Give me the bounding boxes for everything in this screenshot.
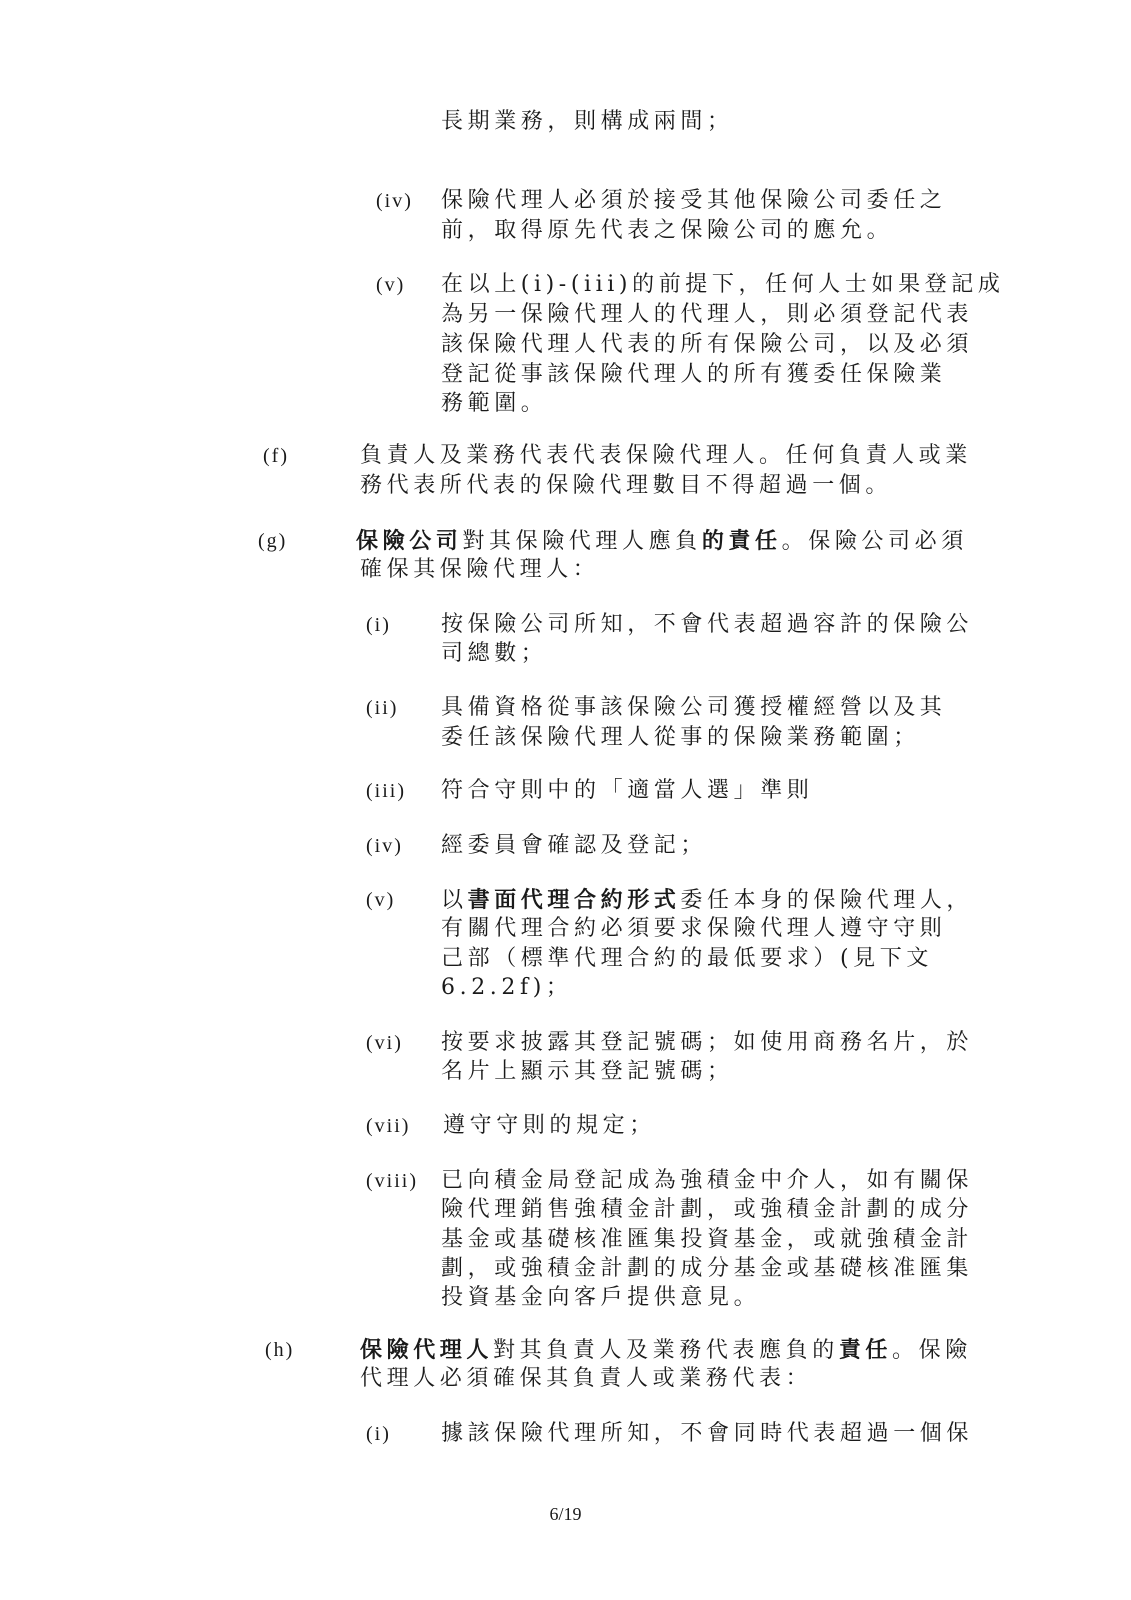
item-label: (v) (366, 889, 396, 911)
text-line: 登記從事該保險代理人的所有獲委任保險業 (441, 362, 947, 387)
text-span: 。保險 (892, 1338, 972, 1363)
text-line: 具備資格從事該保險公司獲授權經營以及其 (441, 695, 947, 720)
bold-term: 的責任 (701, 528, 782, 554)
text-line: 委任該保險代理人從事的保險業務範圍； (441, 725, 920, 750)
text-line: 遵守守則的規定； (443, 1113, 656, 1138)
section-label: (g) (258, 530, 288, 552)
text-line: 按要求披露其登記號碼；如使用商務名片，於 (441, 1030, 974, 1055)
text-line: 務範圍。 (441, 391, 548, 416)
bold-term: 保險公司 (356, 528, 463, 554)
text-line: 據該保險代理所知，不會同時代表超過一個保 (441, 1421, 974, 1446)
text-line: 務代表所代表的保險代理數目不得超過一個。 (360, 473, 893, 498)
text-line: 基金或基礎核准匯集投資基金，或就強積金計 (441, 1227, 974, 1252)
text-line: 經委員會確認及登記； (441, 833, 708, 858)
item-label: (iv) (376, 190, 413, 212)
item-label: (v) (376, 274, 406, 296)
item-label: (ii) (366, 697, 399, 719)
section-label: (f) (263, 445, 289, 467)
text-line (441, 886, 973, 915)
bold-term: 責任 (838, 1337, 893, 1363)
text-line: 為另一保險代理人的代理人，則必須登記代表 (441, 302, 974, 327)
text-line: 確保其保險代理人： (360, 557, 600, 582)
text-line: 符合守則中的「適當人選」準則 (441, 778, 814, 803)
item-label: (iii) (366, 780, 406, 802)
text-line: 6.2.2f)； (441, 975, 573, 1000)
text-line: 有關代理合約必須要求保險代理人遵守守則 (441, 916, 947, 941)
text-line: 前，取得原先代表之保險公司的應允。 (441, 218, 894, 243)
text-line: 己部（標準代理合約的最低要求）(見下文 (441, 946, 933, 971)
text-line: 長期業務，則構成兩間； (441, 109, 734, 134)
text-line: 代理人必須確保其負責人或業務代表： (360, 1366, 813, 1391)
text-line: 險代理銷售強積金計劃，或強積金計劃的成分 (441, 1197, 974, 1222)
item-label: (vi) (366, 1032, 403, 1054)
text-line (356, 527, 968, 556)
text-line: 保險代理人必須於接受其他保險公司委任之 (441, 188, 947, 213)
text-span: 委任本身的保險代理人， (680, 888, 974, 913)
text-span: 。保險公司必須 (781, 529, 968, 554)
item-label: (i) (366, 614, 391, 636)
text-line: 負責人及業務代表代表保險代理人。任何負責人或業 (360, 443, 972, 468)
text-line: 投資基金向客戶提供意見。 (441, 1285, 761, 1310)
item-label: (iv) (366, 835, 403, 857)
bold-term: 書面代理合約形式 (467, 887, 681, 913)
text-line: 按保險公司所知，不會代表超過容許的保險公 (441, 612, 974, 637)
text-line: 司總數； (441, 641, 548, 666)
text-line: 劃，或強積金計劃的成分基金或基礎核准匯集 (441, 1256, 974, 1281)
text-line (360, 1336, 972, 1365)
text-line: 在以上(i)-(iii)的前提下，任何人士如果登記成 (441, 272, 1005, 297)
bold-term: 保險代理人 (360, 1337, 494, 1363)
text-span: 以 (441, 888, 468, 913)
text-span: 對其負責人及業務代表應負的 (493, 1338, 839, 1363)
text-span: 對其保險代理人應負 (462, 529, 702, 554)
text-line: 已向積金局登記成為強積金中介人，如有關保 (441, 1168, 974, 1193)
item-label: (i) (366, 1423, 391, 1445)
text-line: 該保險代理人代表的所有保險公司，以及必須 (441, 332, 974, 357)
item-label: (viii) (366, 1170, 418, 1192)
page-number: 6/19 (549, 1504, 582, 1524)
section-label: (h) (265, 1339, 295, 1361)
item-label: (vii) (366, 1115, 411, 1137)
text-line: 名片上顯示其登記號碼； (441, 1059, 734, 1084)
